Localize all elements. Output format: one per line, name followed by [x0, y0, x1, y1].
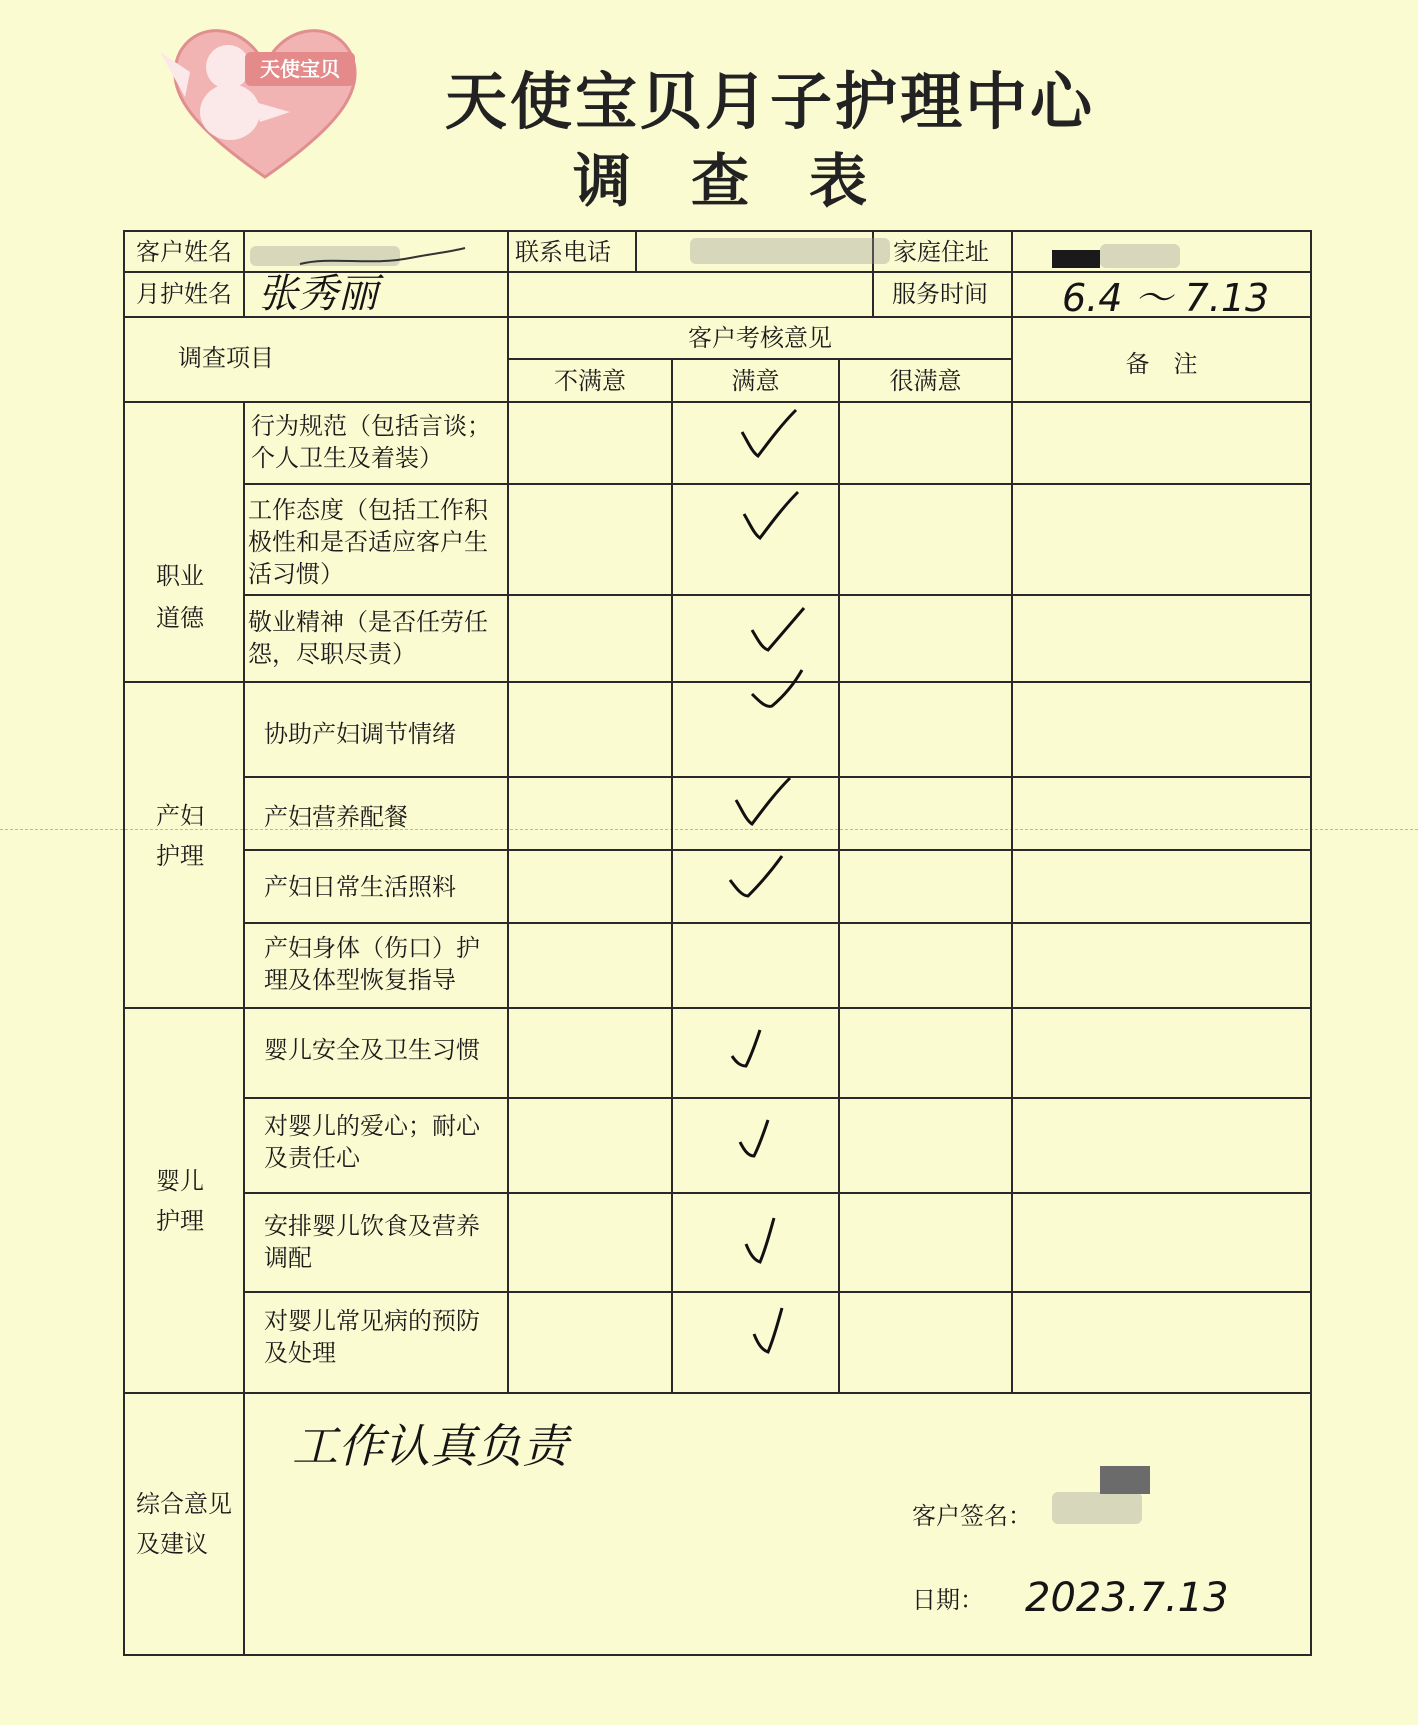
- survey-item: 敬业精神（是否任劳任怨，尽职尽责）: [248, 608, 488, 668]
- signature-label: 客户签名：: [912, 1502, 1032, 1530]
- remarks-header: 备 注: [1125, 350, 1198, 378]
- customer-name-scribble: [290, 236, 470, 276]
- address-label: 家庭住址: [893, 238, 989, 266]
- survey-item: 协助产妇调节情绪: [264, 720, 456, 748]
- address-redacted-blur: [1100, 244, 1180, 268]
- survey-item: 婴儿安全及卫生习惯: [264, 1036, 480, 1064]
- survey-item: 产妇日常生活照料: [264, 873, 456, 901]
- signature-redacted-blur: [1052, 1492, 1142, 1524]
- group-label: 护理: [156, 1207, 204, 1235]
- checkmark-icon: [746, 604, 816, 659]
- very-satisfied-header: 很满意: [889, 367, 962, 395]
- checkmark-icon: [748, 1304, 798, 1364]
- checkmark-icon: [738, 488, 808, 548]
- svg-text:天使宝贝: 天使宝贝: [260, 57, 340, 81]
- date-label: 日期：: [912, 1586, 984, 1614]
- checkmark-icon: [736, 406, 806, 466]
- phone-redacted: [690, 238, 890, 264]
- survey-item: 产妇营养配餐: [264, 803, 408, 831]
- satisfied-header: 满意: [731, 367, 780, 395]
- summary-comment: 工作认真负责: [292, 1419, 568, 1473]
- summary-label: 及建议: [136, 1530, 208, 1558]
- nurse-name-value: 张秀丽: [258, 271, 378, 317]
- group-label: 职业: [156, 562, 204, 590]
- survey-item: 对婴儿常见病的预防及处理: [264, 1307, 480, 1367]
- survey-item: 产妇身体（伤口）护理及体型恢复指导: [264, 934, 480, 994]
- survey-item: 行为规范（包括言谈；个人卫生及着装）: [251, 412, 491, 472]
- group-label: 道德: [156, 604, 204, 632]
- signature-redacted: [1100, 1466, 1150, 1494]
- checkmark-icon: [726, 1026, 776, 1076]
- survey-item-header: 调查项目: [178, 344, 274, 372]
- checkmark-icon: [734, 1116, 784, 1166]
- survey-item: 对婴儿的爱心；耐心及责任心: [264, 1112, 480, 1172]
- service-time-value: 6.4 ～ 7.13: [1062, 276, 1270, 320]
- checkmark-icon: [724, 854, 794, 904]
- survey-item: 安排婴儿饮食及营养调配: [264, 1212, 480, 1272]
- checkmark-icon: [740, 1214, 790, 1274]
- summary-label: 综合意见: [136, 1490, 232, 1518]
- nurse-name-label: 月护姓名: [136, 280, 232, 308]
- customer-opinion-header: 客户考核意见: [688, 324, 832, 352]
- service-time-label: 服务时间: [892, 280, 988, 308]
- date-value: 2023.7.13: [1025, 1575, 1229, 1621]
- checkmark-icon: [730, 774, 800, 834]
- group-label: 婴儿: [156, 1167, 204, 1195]
- group-label: 产妇: [156, 802, 204, 830]
- group-label: 护理: [156, 842, 204, 870]
- phone-label: 联系电话: [515, 238, 611, 266]
- checkmark-icon: [746, 666, 816, 716]
- not-satisfied-header: 不满意: [554, 367, 626, 395]
- survey-item: 工作态度（包括工作积极性和是否适应客户生活习惯）: [248, 496, 488, 588]
- page-subtitle: 调查表: [572, 147, 927, 215]
- page-title: 天使宝贝月子护理中心: [444, 65, 1095, 138]
- customer-name-label: 客户姓名: [136, 238, 232, 266]
- address-redacted: [1052, 250, 1100, 268]
